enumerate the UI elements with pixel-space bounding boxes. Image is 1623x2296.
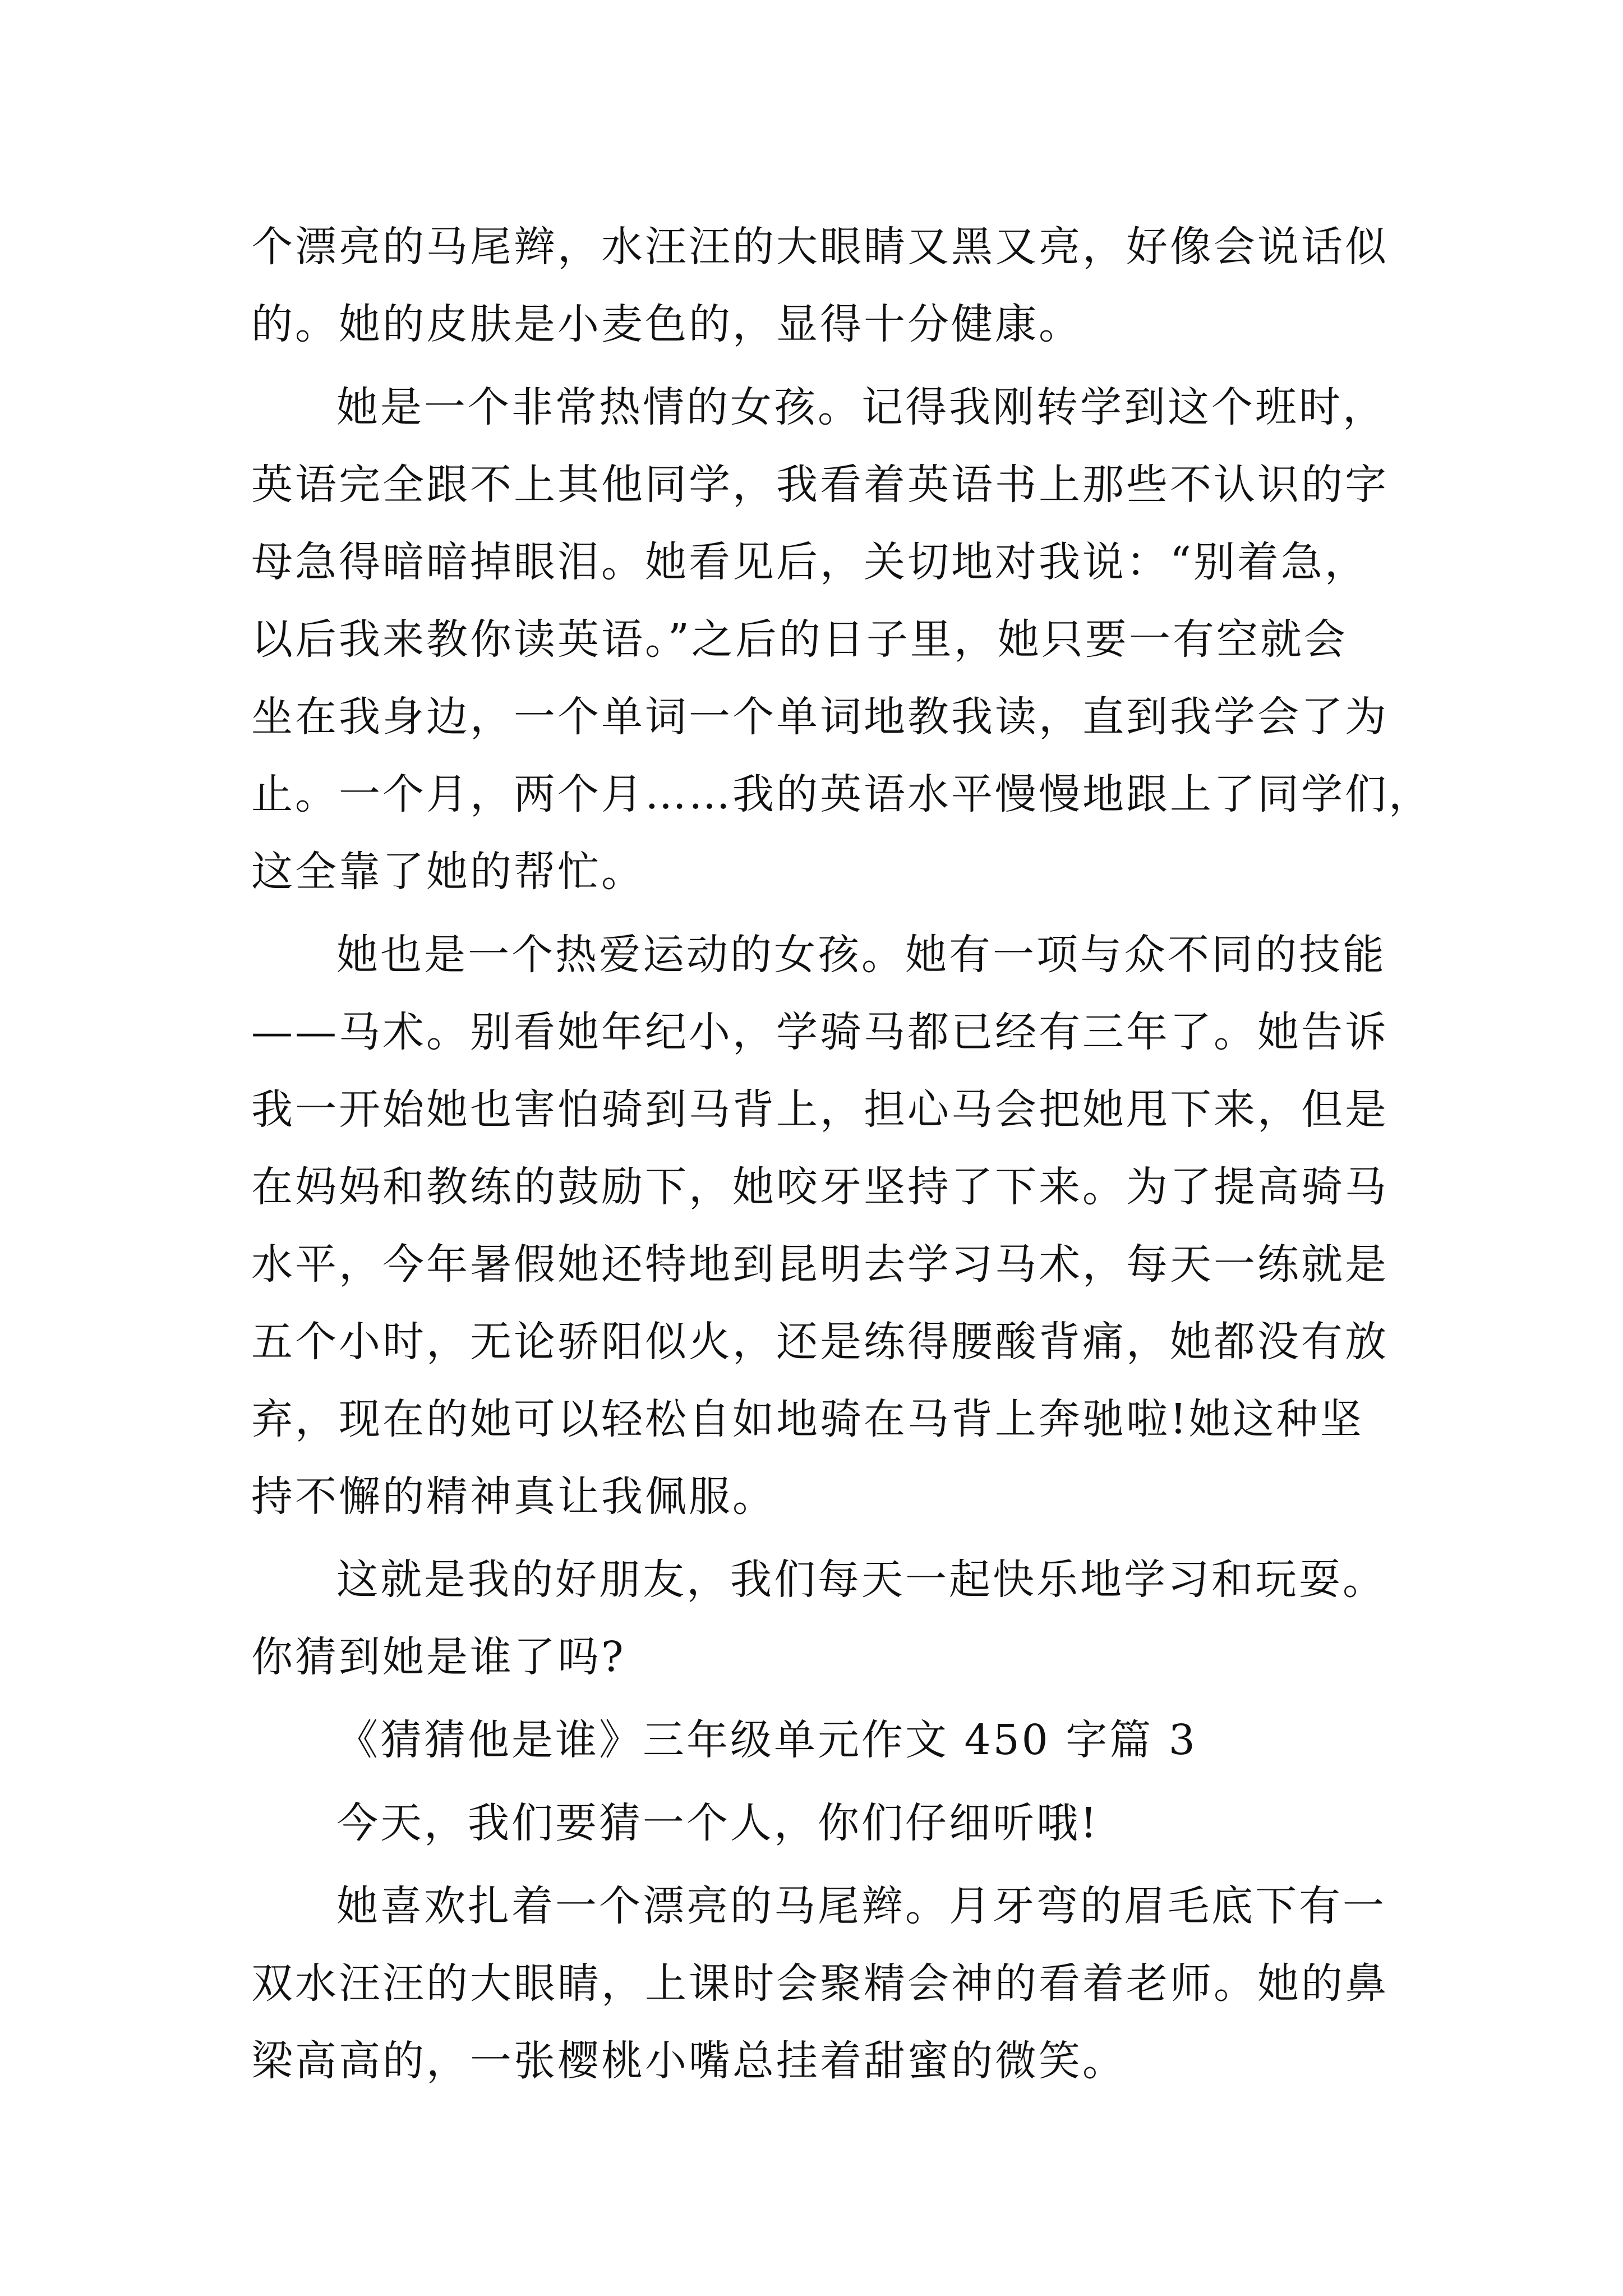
paragraph-line: 她是一个非常热情的女孩。记得我刚转学到这个班时， (336, 383, 1386, 431)
paragraph-line: 我一开始她也害怕骑到马背上，担心马会把她甩下来，但是 (251, 1085, 1389, 1134)
paragraph-line: ——马术。别看她年纪小，学骑马都已经有三年了。她告诉 (251, 1008, 1389, 1056)
paragraph-line: 她喜欢扎着一个漂亮的马尾辫。月牙弯的眉毛底下有一 (336, 1882, 1386, 1930)
paragraph-line: 水平，今年暑假她还特地到昆明去学习马术，每天一练就是 (251, 1240, 1389, 1289)
paragraph-line: 的。她的皮肤是小麦色的，显得十分健康。 (251, 300, 1082, 348)
paragraph-line: 五个小时，无论骄阳似火，还是练得腰酸背痛，她都没有放 (251, 1318, 1389, 1366)
section-heading: 《猜猜他是谁》三年级单元作文 450 字篇 3 (336, 1716, 1197, 1764)
paragraph-line: 以后我来教你读英语。”之后的日子里，她只要一有空就会 (251, 615, 1348, 664)
paragraph-line: 母急得暗暗掉眼泪。她看见后，关切地对我说：“别着急， (251, 538, 1368, 586)
paragraph-line: 弃，现在的她可以轻松自如地骑在马背上奔驰啦!她这种坚 (251, 1395, 1364, 1443)
paragraph-line: 个漂亮的马尾辫，水汪汪的大眼睛又黑又亮，好像会说话似 (251, 223, 1389, 271)
paragraph-line: 她也是一个热爱运动的女孩。她有一项与众不同的技能 (336, 931, 1386, 979)
paragraph-line: 在妈妈和教练的鼓励下，她咬牙坚持了下来。为了提高骑马 (251, 1163, 1389, 1211)
paragraph-line: 止。一个月，两个月……我的英语水平慢慢地跟上了同学们， (251, 770, 1432, 818)
paragraph-line: 持不懈的精神真让我佩服。 (251, 1473, 776, 1521)
paragraph-line: 今天，我们要猜一个人，你们仔细听哦! (336, 1799, 1099, 1847)
paragraph-line: 双水汪汪的大眼睛，上课时会聚精会神的看着老师。她的鼻 (251, 1959, 1389, 2008)
paragraph-line: 这就是我的好朋友，我们每天一起快乐地学习和玩耍。 (336, 1556, 1386, 1604)
paragraph-line: 英语完全跟不上其他同学，我看着英语书上那些不认识的字 (251, 461, 1389, 509)
paragraph-line: 你猜到她是谁了吗? (251, 1633, 626, 1681)
paragraph-line: 坐在我身边，一个单词一个单词地教我读，直到我学会了为 (251, 693, 1389, 741)
paragraph-line: 梁高高的，一张樱桃小嘴总挂着甜蜜的微笑。 (251, 2037, 1126, 2085)
paragraph-line: 这全靠了她的帮忙。 (251, 848, 645, 896)
